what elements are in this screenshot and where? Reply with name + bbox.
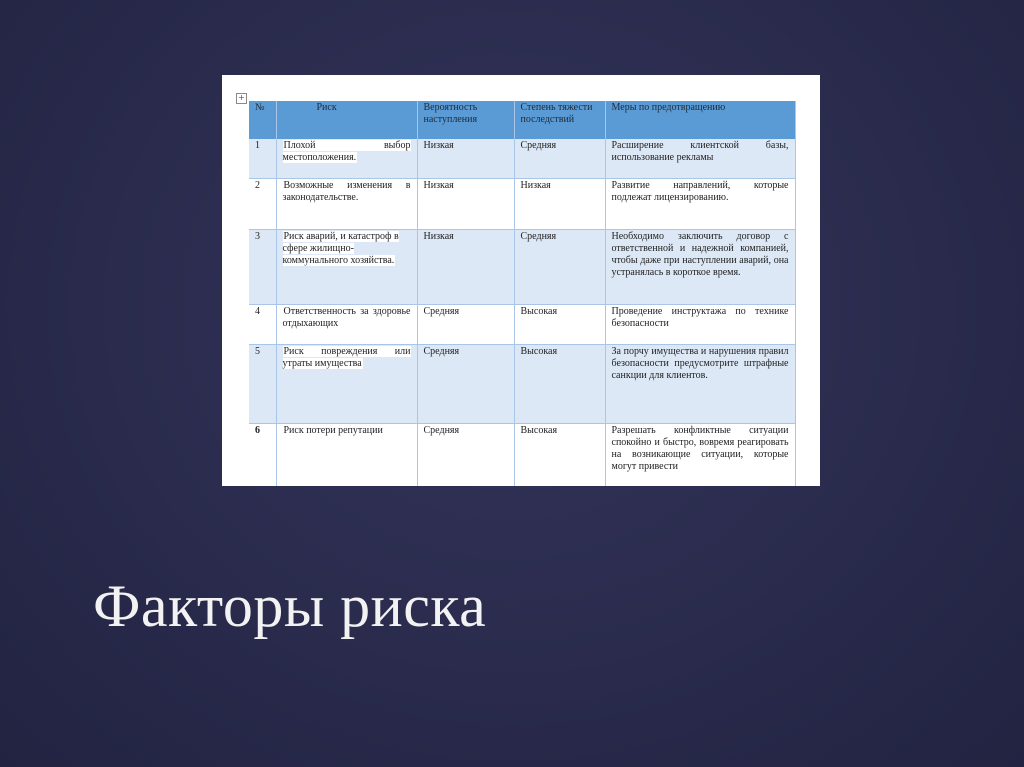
row-num: 6 bbox=[249, 423, 276, 486]
row-probability: Низкая bbox=[417, 178, 514, 229]
row-risk bbox=[276, 344, 417, 423]
row-probability: Низкая bbox=[417, 229, 514, 304]
row-risk-text: Возможные изменения в законодательстве. bbox=[282, 179, 411, 203]
row-severity: Высокая bbox=[514, 423, 605, 486]
row-severity: Средняя bbox=[514, 139, 605, 178]
row-risk bbox=[276, 178, 417, 229]
row-probability: Низкая bbox=[417, 139, 514, 178]
row-num: 2 bbox=[249, 178, 276, 229]
row-num: 3 bbox=[249, 229, 276, 304]
row-num: 5 bbox=[249, 344, 276, 423]
risk-table bbox=[249, 101, 796, 486]
header-num: № bbox=[249, 101, 276, 139]
row-measures: Развитие направлений, которые подлежат лицензированию. bbox=[605, 178, 795, 229]
row-measures: Расширение клиентской базы, использование рекламы bbox=[605, 139, 795, 178]
row-measures: Проведение инструктажа по технике безопасности bbox=[605, 304, 795, 344]
row-severity: Средняя bbox=[514, 229, 605, 304]
table-row bbox=[249, 344, 795, 423]
row-severity: Высокая bbox=[514, 344, 605, 423]
table-move-handle-icon: + bbox=[236, 93, 247, 104]
table-row bbox=[249, 229, 795, 304]
row-risk bbox=[276, 139, 417, 178]
table-row bbox=[249, 139, 795, 178]
row-probability: Средняя bbox=[417, 304, 514, 344]
row-measures: Необходимо заключить договор с ответственной и надежной компанией, чтобы даже при наступлении аварий, она устранялась в короткое время. bbox=[605, 229, 795, 304]
row-risk-text: Риск повреждения или утраты имущества bbox=[282, 345, 411, 369]
row-severity: Высокая bbox=[514, 304, 605, 344]
row-measures: Разрешать конфликтные ситуации спокойно и быстро, вовремя реагировать на возникающие ситуации, которые могут привести bbox=[605, 423, 795, 486]
slide-title: Факторы риска bbox=[93, 573, 487, 639]
row-risk bbox=[276, 423, 417, 486]
row-probability: Средняя bbox=[417, 423, 514, 486]
header-severity: Степень тяжести последствий bbox=[514, 101, 605, 139]
header-measures: Меры по предотвращению bbox=[605, 101, 795, 139]
table-row bbox=[249, 178, 795, 229]
row-num: 4 bbox=[249, 304, 276, 344]
row-risk-text: Плохой выбор местоположения. bbox=[282, 140, 411, 163]
table-row bbox=[249, 423, 795, 486]
row-risk-text: Риск аварий, и катастроф в сфере жилищно-коммунального хозяйства. bbox=[282, 230, 399, 266]
row-measures: За порчу имущества и нарушения правил безопасности предусмотрите штрафные санкции для клиентов. bbox=[605, 344, 795, 423]
row-risk-text: Риск потери репутации bbox=[283, 424, 383, 436]
header-probability: Вероятность наступления bbox=[417, 101, 514, 139]
row-risk bbox=[276, 229, 417, 304]
row-num: 1 bbox=[249, 139, 276, 178]
row-probability: Средняя bbox=[417, 344, 514, 423]
row-severity: Низкая bbox=[514, 178, 605, 229]
row-risk bbox=[276, 304, 417, 344]
table-row bbox=[249, 304, 795, 344]
header-risk: Риск bbox=[276, 101, 417, 139]
document-image bbox=[222, 75, 820, 486]
table-header-row bbox=[249, 101, 795, 139]
row-risk-text: Ответственность за здоровье отдыхающих bbox=[282, 305, 411, 329]
